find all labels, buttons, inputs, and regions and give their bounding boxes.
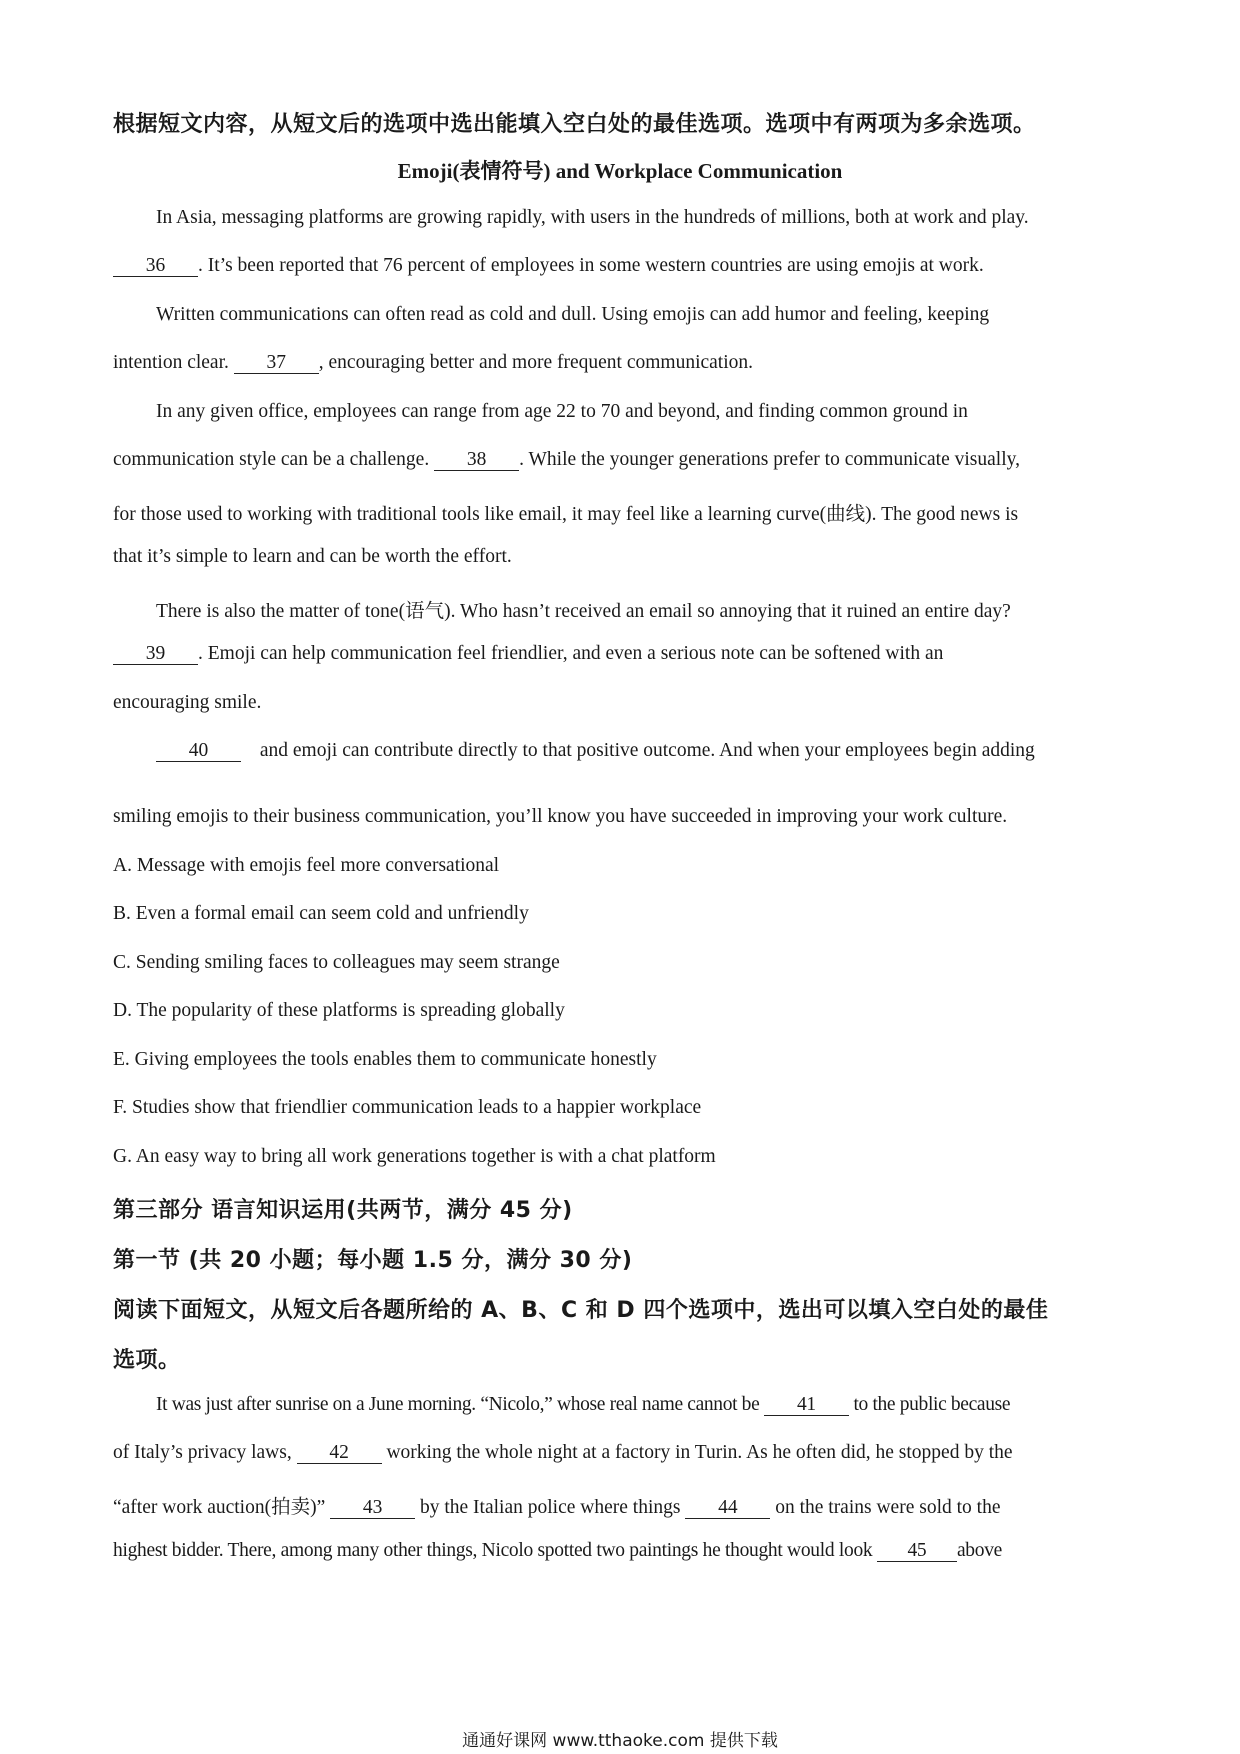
cloze-text: “after work auction(拍卖)” — [113, 1497, 326, 1518]
cloze-text: of Italy’s privacy laws, — [113, 1442, 292, 1463]
cloze-instruction-line2: 选项。 — [113, 1348, 181, 1373]
passage-line — [156, 740, 1035, 762]
section1-heading: 第一节 (共 20 小题；每小题 1.5 分，满分 30 分) — [113, 1248, 633, 1273]
task-instruction: 根据短文内容，从短文后的选项中选出能填入空白处的最佳选项。选项中有两项为多余选项。 — [113, 112, 1036, 137]
passage-line — [113, 449, 1020, 471]
blank-41: 41 — [764, 1395, 849, 1416]
cloze-text: to the public because — [853, 1394, 1011, 1415]
blank-42: 42 — [297, 1443, 382, 1464]
passage-text: communication style can be a challenge. — [113, 449, 430, 470]
option-e: E. Giving employees the tools enables them to communicate honestly — [113, 1049, 657, 1070]
blank-45: 45 — [877, 1541, 957, 1562]
option-a: A. Message with emojis feel more conversational — [113, 855, 500, 876]
passage-line: Written communications can often read as cold and dull. Using emojis can add humor and feeling, keeping — [156, 304, 990, 325]
cloze-text: It was just after sunrise on a June morning. “Nicolo,” whose real name cannot be — [156, 1394, 760, 1415]
option-g: G. An easy way to bring all work generations together is with a chat platform — [113, 1146, 716, 1167]
blank-43: 43 — [330, 1498, 415, 1519]
cloze-line — [113, 1491, 1000, 1519]
passage-text: . It’s been reported that 76 percent of employees in some western countries are using emojis at work. — [198, 255, 984, 276]
cloze-text: highest bidder. There, among many other things, Nicolo spotted two paintings he thought would look — [113, 1540, 873, 1561]
passage-text: . Emoji can help communication feel friendlier, and even a serious note can be softened with an — [198, 643, 944, 664]
cloze-text: on the trains were sold to the — [775, 1497, 1001, 1518]
passage-line: that it’s simple to learn and can be worth the effort. — [113, 546, 512, 567]
page-footer: 通通好课网 www.tthaoke.com 提供下载 — [462, 1731, 778, 1751]
cloze-line — [156, 1394, 1010, 1416]
passage-text: intention clear. — [113, 352, 229, 373]
passage-line: There is also the matter of tone(语气). Who hasn’t received an email so annoying that it ruined an entire day? — [156, 601, 1011, 622]
passage-line: encouraging smile. — [113, 692, 262, 713]
cloze-text: above — [956, 1540, 1002, 1561]
passage-line: smiling emojis to their business communication, you’ll know you have succeeded in improving your work culture. — [113, 806, 1008, 827]
blank-40: 40 — [156, 741, 241, 762]
cloze-line — [113, 1540, 1002, 1562]
cloze-text: working the whole night at a factory in Turin. As he often did, he stopped by the — [386, 1442, 1013, 1463]
option-b: B. Even a formal email can seem cold and unfriendly — [113, 903, 529, 924]
passage-text: . While the younger generations prefer to communicate visually, — [519, 449, 1020, 470]
blank-38: 38 — [434, 450, 519, 471]
passage-line — [113, 255, 984, 277]
cloze-text: by the Italian police where things — [419, 1497, 681, 1518]
blank-36: 36 — [113, 256, 198, 277]
option-d: D. The popularity of these platforms is spreading globally — [113, 1000, 565, 1021]
option-f: F. Studies show that friendlier communication leads to a happier workplace — [113, 1097, 702, 1118]
passage-line: In any given office, employees can range from age 22 to 70 and beyond, and finding common ground in — [156, 401, 968, 422]
part3-heading: 第三部分 语言知识运用(共两节，满分 45 分) — [113, 1198, 573, 1223]
passage-text: and emoji can contribute directly to that positive outcome. And when your employees begin adding — [259, 740, 1035, 761]
passage-line — [113, 352, 753, 374]
cloze-instruction-line1: 阅读下面短文，从短文后各题所给的 A、B、C 和 D 四个选项中，选出可以填入空白处的最佳 — [113, 1298, 1049, 1323]
passage-text: , encouraging better and more frequent communication. — [318, 352, 754, 373]
passage-line: In Asia, messaging platforms are growing rapidly, with users in the hundreds of millions, both at work and play. — [156, 207, 1029, 228]
blank-37: 37 — [234, 353, 319, 374]
passage-title: Emoji(表情符号) and Workplace Communication — [397, 159, 843, 183]
blank-44: 44 — [685, 1498, 770, 1519]
passage-line — [113, 643, 943, 665]
option-c: C. Sending smiling faces to colleagues may seem strange — [113, 952, 560, 973]
passage-line: for those used to working with traditional tools like email, it may feel like a learning curve(曲线). The good news is — [113, 504, 1019, 525]
blank-39: 39 — [113, 644, 198, 665]
cloze-line — [113, 1442, 1013, 1464]
